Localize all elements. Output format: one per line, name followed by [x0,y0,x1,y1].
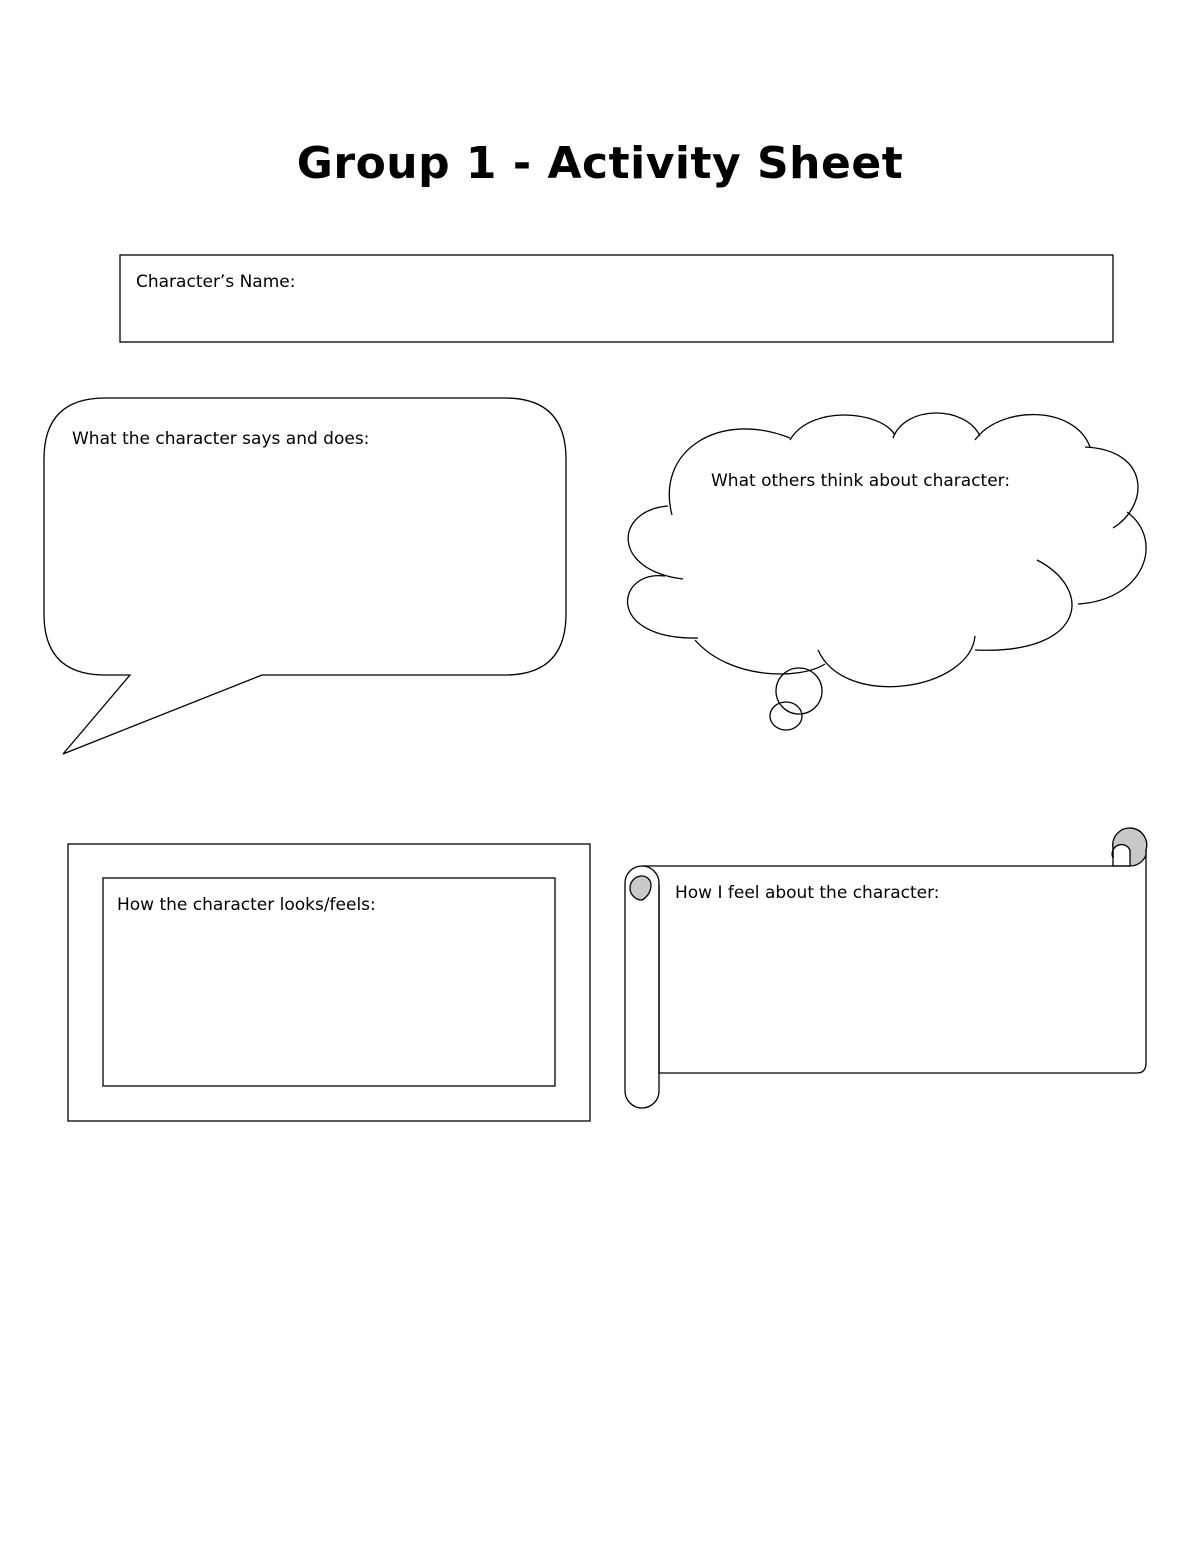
others-think-label: What others think about character: [711,471,1011,491]
thought-bubble-small [770,702,802,730]
character-name-label: Character’s Name: [136,272,296,292]
says-and-does-label: What the character says and does: [72,429,370,449]
speech-bubble[interactable] [44,398,566,754]
thought-cloud[interactable] [628,413,1147,730]
character-name-box[interactable] [120,255,1113,342]
page-title: Group 1 - Activity Sheet [296,138,904,189]
i-feel-label: How I feel about the character: [675,883,940,903]
looks-feels-label: How the character looks/feels: [117,895,376,915]
scroll-left-curl [630,876,651,900]
scroll-shape[interactable] [625,828,1147,1108]
outer-frame [68,844,590,1121]
scroll-right-curl [1112,828,1147,866]
